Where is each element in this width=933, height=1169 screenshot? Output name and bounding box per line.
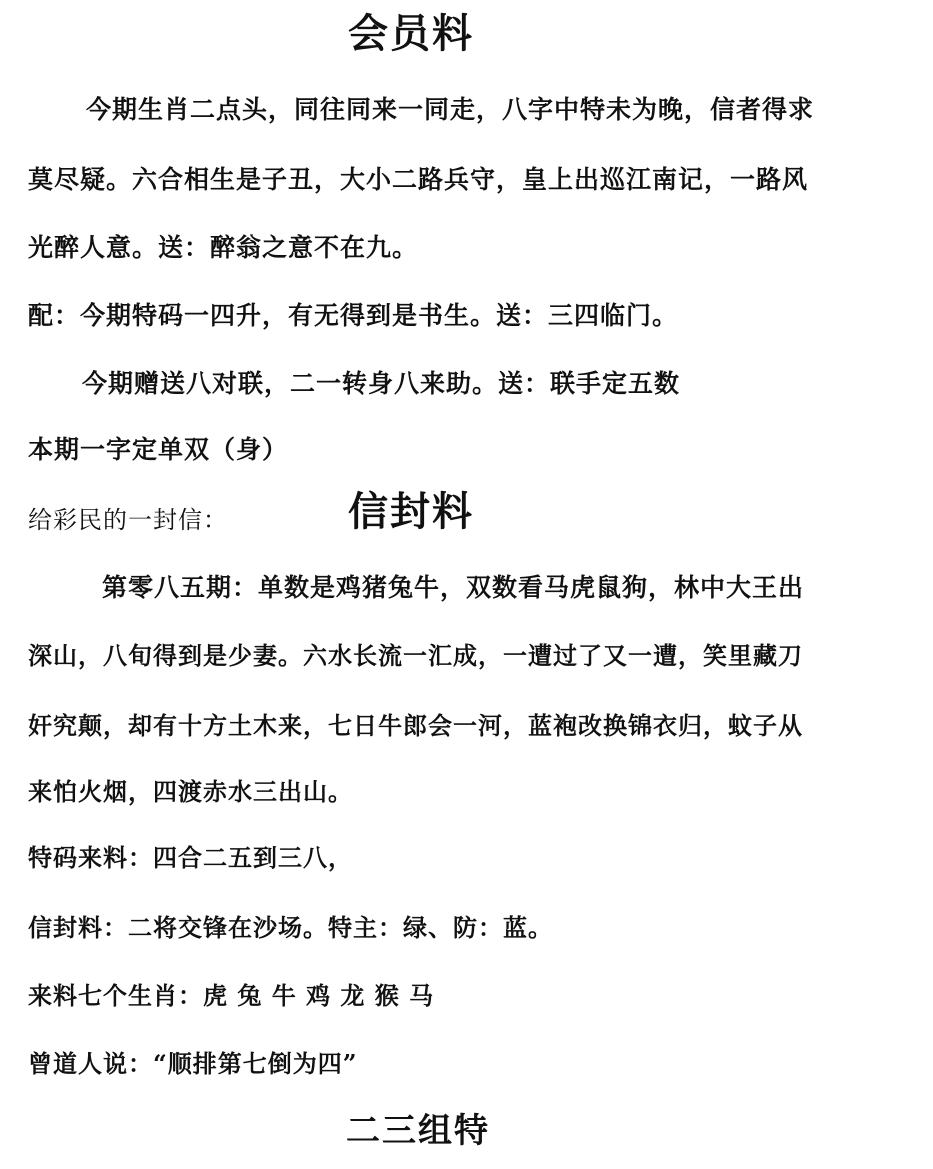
envelope-material-line: 信封料：二将交锋在沙场。特主：绿、防：蓝。 <box>28 913 553 942</box>
member-line-1: 今期生肖二点头，同往同来一同走，八字中特未为晚，信者得求 <box>86 95 815 124</box>
heading-envelope-material: 信封料 <box>348 488 474 535</box>
single-double-line: 本期一字定单双（身） <box>28 435 289 464</box>
daoist-saying-line: 曾道人说：“顺排第七倒为四” <box>28 1049 358 1078</box>
heading-two-three-group: 二三组特 <box>346 1111 490 1151</box>
member-line-3: 光醉人意。送：醉翁之意不在九。 <box>28 233 419 262</box>
pei-line: 配：今期特码一四升，有无得到是书生。送：三四临门。 <box>28 301 679 330</box>
envelope-line-1: 第零八五期：单数是鸡猪兔牛，双数看马虎鼠狗，林中大王出 <box>102 573 805 602</box>
envelope-line-2: 深山，八旬得到是少妻。六水长流一汇成，一遭过了又一遭，笑里藏刀 <box>28 641 803 670</box>
member-line-2: 莫尽疑。六合相生是子丑，大小二路兵守，皇上出巡江南记，一路风 <box>28 165 809 194</box>
gift-line: 今期赠送八对联，二一转身八来助。送：联手定五数 <box>82 369 681 398</box>
seven-zodiac-line: 来料七个生肖：虎 兔 牛 鸡 龙 猴 马 <box>28 981 435 1010</box>
envelope-line-4: 来怕火烟，四渡赤水三出山。 <box>28 777 353 806</box>
heading-member-material: 会员料 <box>348 10 474 57</box>
envelope-line-3: 奸究颠，却有十方土木来，七日牛郎会一河，蓝袍改换锦衣归，蚊子从 <box>28 711 803 740</box>
letter-label: 给彩民的一封信： <box>28 506 228 534</box>
special-code-line: 特码来料：四合二五到三八， <box>28 843 353 872</box>
